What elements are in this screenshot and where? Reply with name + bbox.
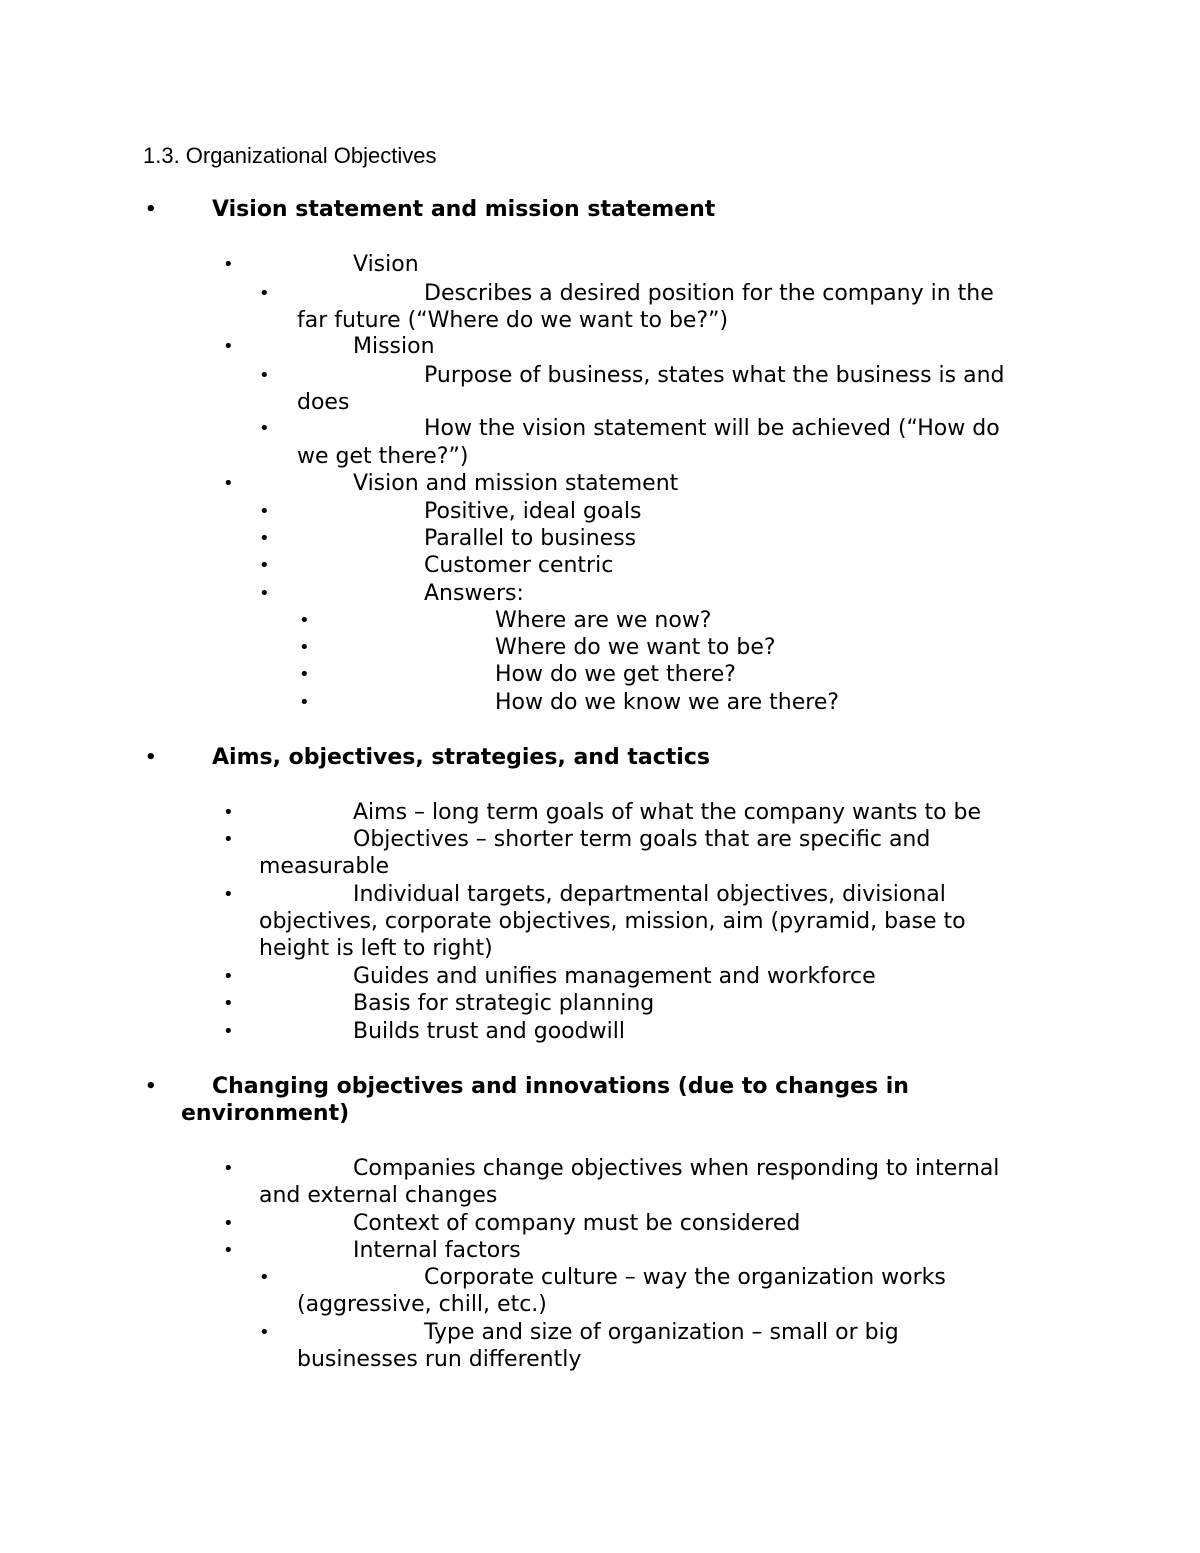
list-item-text-cont: far future (“Where do we want to be?”) [297,308,729,333]
bullet-icon: • [259,283,270,304]
bullet-icon: • [223,1240,234,1261]
bullet-icon: • [223,884,234,905]
list-item-text: Internal factors [353,1238,521,1263]
list-item-text: Objectives – shorter term goals that are specific and [353,827,931,852]
list-item-text: Purpose of business, states what the business is and [424,363,1005,388]
bullet-icon: • [223,336,234,357]
heading-text: Changing objectives and innovations (due to changes in [212,1074,909,1099]
bullet-icon: • [223,1213,234,1234]
bullet-icon: • [223,254,234,275]
list-item-text-cont: and external changes [259,1183,498,1208]
bullet-icon: • [259,418,270,439]
bullet-icon: • [145,199,157,220]
bullet-icon: • [223,1021,234,1042]
bullet-icon: • [259,528,270,549]
list-item-text: Builds trust and goodwill [353,1019,625,1044]
bullet-icon: • [223,966,234,987]
list-item-text: How do we get there? [495,662,736,687]
bullet-icon: • [145,747,157,768]
bullet-icon: • [223,829,234,850]
list-item-text: Corporate culture – way the organization works [424,1265,946,1290]
list-item-text: Customer centric [424,553,614,578]
list-item-text-cont: measurable [259,854,389,879]
bullet-icon: • [223,1158,234,1179]
list-item-text: Parallel to business [424,526,637,551]
bullet-icon: • [223,473,234,494]
bullet-icon: • [259,1322,270,1343]
list-item-text: Companies change objectives when responding to internal [353,1156,1000,1181]
list-item-text: Where do we want to be? [495,635,776,660]
list-item-text: Basis for strategic planning [353,991,655,1016]
list-item-text: Answers: [424,581,524,606]
bullet-icon: • [259,1267,270,1288]
list-item-text-cont: businesses run differently [297,1347,582,1372]
bullet-icon: • [259,583,270,604]
bullet-icon: • [299,664,310,685]
list-item-text: Individual targets, departmental objectives, divisional [353,882,946,907]
bullet-icon: • [299,610,310,631]
bullet-icon: • [223,802,234,823]
bullet-icon: • [223,993,234,1014]
list-item-text: Describes a desired position for the company in the [424,281,994,306]
list-item-text: Mission [353,334,435,359]
list-item-text: Type and size of organization – small or big [424,1320,899,1345]
bullet-icon: • [299,692,310,713]
heading-text-cont: environment) [181,1101,350,1126]
list-item-text-cont: height is left to right) [259,936,493,961]
bullet-icon: • [259,365,270,386]
list-item-text: Context of company must be considered [353,1211,801,1236]
list-item-text-cont: does [297,390,350,415]
list-item-text-cont: (aggressive, chill, etc.) [297,1292,547,1317]
list-item-text-cont: we get there?”) [297,444,469,469]
list-item-text: Where are we now? [495,608,712,633]
heading-text: Aims, objectives, strategies, and tactics [212,745,710,770]
list-item-text: How the vision statement will be achieved (“How do [424,416,1000,441]
heading-text: Vision statement and mission statement [212,197,716,222]
bullet-icon: • [299,637,310,658]
list-item-text: Positive, ideal goals [424,499,642,524]
page-title: 1.3. Organizational Objectives [143,143,437,168]
list-item-text: Aims – long term goals of what the company wants to be [353,800,982,825]
bullet-icon: • [259,501,270,522]
list-item-text-cont: objectives, corporate objectives, mission, aim (pyramid, base to [259,909,966,934]
list-item-text: Guides and unifies management and workforce [353,964,876,989]
bullet-icon: • [259,555,270,576]
bullet-icon: • [145,1076,157,1097]
list-item-text: Vision [353,252,419,277]
list-item-text: How do we know we are there? [495,690,840,715]
list-item-text: Vision and mission statement [353,471,679,496]
